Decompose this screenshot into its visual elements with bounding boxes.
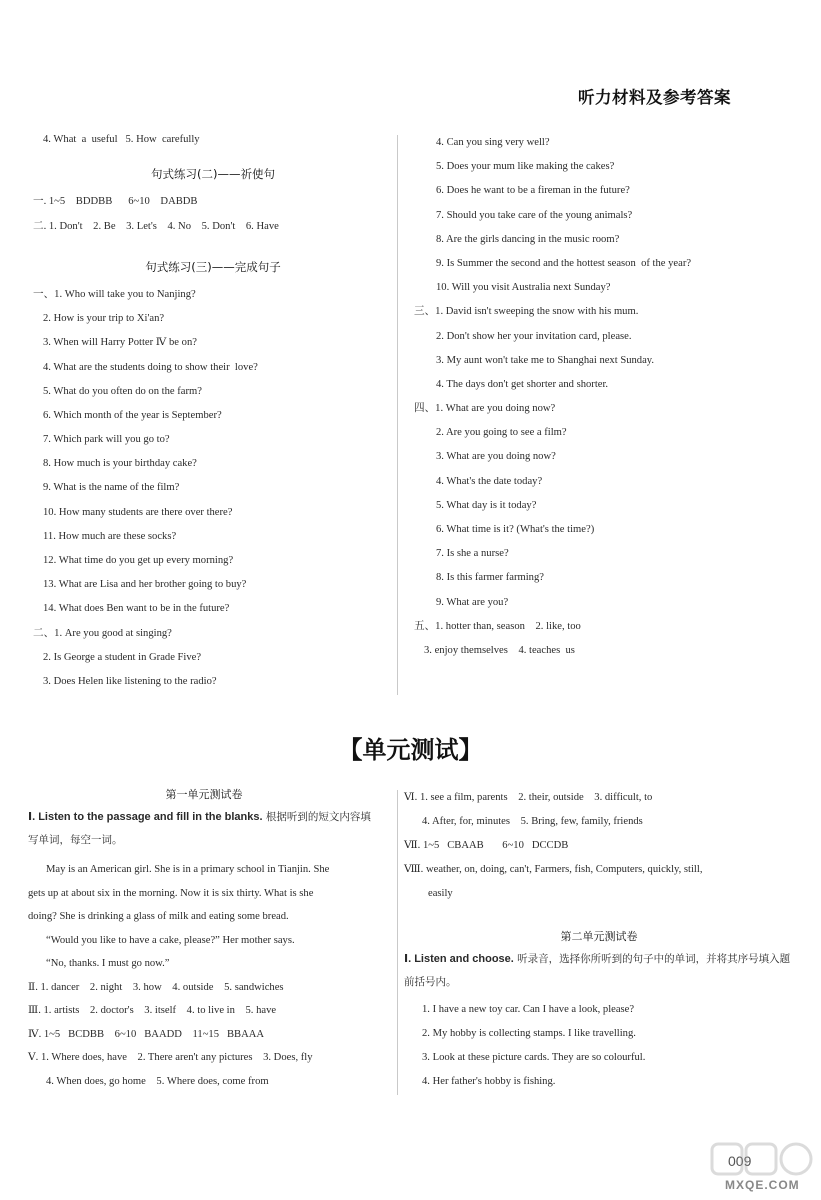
answer-line: 4. What are the students doing to show their love? [43, 361, 258, 373]
column-divider [397, 790, 398, 1095]
answer-line: 8. Are the girls dancing in the music room? [436, 233, 620, 245]
answer-line: 二、1. Are you good at singing? [33, 627, 172, 639]
answer-line: Ⅴ. 1. Where does, have 2. There aren't any pictures 3. Does, fly [28, 1052, 313, 1063]
passage-line: “No, thanks. I must go now.” [46, 958, 170, 969]
answer-line: 7. Which park will you go to? [43, 434, 170, 446]
answer-line: Ⅷ. weather, on, doing, can't, Farmers, fish, Computers, quickly, still, [404, 864, 703, 875]
answer-line: 4. What's the date today? [436, 475, 543, 487]
test-section-title: 第一单元测试卷 [165, 788, 243, 801]
answer-line: 3. enjoy themselves 4. teaches us [424, 644, 575, 656]
listening-passage [28, 858, 380, 976]
passage-line: “Would you like to have a cake, please?” Her mother says. [46, 934, 295, 946]
answer-line: 3. Look at these picture cards. They are so colourful. [422, 1052, 646, 1063]
right-column [414, 131, 794, 663]
left-column [33, 128, 393, 694]
answer-line: 2. My hobby is collecting stamps. I like travelling. [422, 1028, 636, 1039]
answer-line: 4. Her father's hobby is fishing. [422, 1076, 556, 1087]
question-instruction-text: 根据听到的短文内容填写单词，每空一词。 [28, 811, 371, 846]
answer-line: 7. Is she a nurse? [436, 548, 509, 560]
question-label: Ⅰ. Listen to the passage and fill in the blanks. [28, 811, 263, 823]
page-header-title: 听力材料及参考答案 [578, 88, 731, 107]
answer-line: 6. Which month of the year is September? [43, 409, 222, 421]
answer-line: 4. What a useful 5. How carefully [43, 134, 200, 145]
answer-line: 2. How is your trip to Xi'an? [43, 313, 165, 325]
answer-block [404, 998, 794, 1094]
passage-line: doing? She is drinking a glass of milk and eating some bread. [28, 911, 289, 922]
unit-test-right [404, 786, 794, 1094]
answer-line: 13. What are Lisa and her brother going to buy? [43, 579, 247, 591]
answer-line: easily [428, 888, 453, 899]
answer-line: 8. Is this farmer farming? [436, 572, 544, 584]
answer-line: 三、1. David isn't sweeping the snow with his mum. [414, 306, 639, 318]
answer-line: Ⅳ. 1~5 BCDBB 6~10 BAADD 11~15 BBAAA [28, 1028, 265, 1040]
answer-line: Ⅲ. 1. artists 2. doctor's 3. itself 4. to live in 5. have [28, 1005, 277, 1016]
answer-line: 6. Does he want to be a fireman in the future? [436, 185, 630, 197]
answer-line: 一、1. Who will take you to Nanjing? [33, 288, 196, 300]
answer-line: 3. Does Helen like listening to the radio? [43, 675, 217, 687]
question-instruction [28, 806, 380, 852]
answer-line: 四、1. What are you doing now? [414, 403, 556, 415]
answer-line: 1. I have a new toy car. Can I have a look, please? [422, 1004, 635, 1015]
unit-test-title: 【单元测试】 [338, 736, 483, 764]
answer-line: 2. Is George a student in Grade Five? [43, 651, 202, 663]
answer-line: 五、1. hotter than, season 2. like, too [414, 620, 581, 632]
answer-line: 2. Are you going to see a film? [436, 427, 567, 439]
passage-line: gets up at about six in the morning. Now it is six thirty. What is she [28, 887, 314, 899]
answer-line: 7. Should you take care of the young animals? [436, 209, 633, 221]
answer-line: 10. How many students are there over there? [43, 506, 233, 518]
answer-line: 11. How much are these socks? [43, 530, 177, 542]
column-divider [397, 135, 398, 695]
answer-block [28, 976, 380, 1094]
answer-line: 9. What are you? [436, 596, 509, 608]
answer-block [404, 786, 794, 906]
question-instruction [404, 948, 794, 994]
answer-line: 8. How much is your birthday cake? [43, 458, 197, 470]
answer-line: 4. Can you sing very well? [436, 137, 550, 148]
answer-line: Ⅶ. 1~5 CBAAB 6~10 DCCDB [404, 840, 569, 851]
question-instruction-text: 听录音，选择你所听到的句子中的单词，并将其序号填入题前括号内。 [404, 953, 791, 988]
answer-line: 9. Is Summer the second and the hottest season of the year? [436, 257, 692, 269]
answer-line: 9. What is the name of the film? [43, 482, 180, 494]
answer-line: 4. The days don't get shorter and shorter. [436, 378, 609, 390]
answer-line: 5. Does your mum like making the cakes? [436, 161, 615, 173]
answer-line: 4. After, for, minutes 5. Bring, few, family, friends [422, 816, 643, 827]
section-heading: 句式练习(三)——完成句子 [145, 259, 281, 274]
passage-line: May is an American girl. She is in a primary school in Tianjin. She [46, 864, 330, 875]
answer-line: 12. What time do you get up every morning? [43, 555, 234, 567]
answer-line: 5. What day is it today? [436, 499, 537, 511]
unit-test-left [28, 786, 380, 1093]
answer-line: 3. What are you doing now? [436, 451, 556, 463]
answer-line: 14. What does Ben want to be in the future? [43, 603, 230, 615]
answer-line: 10. Will you visit Australia next Sunday? [436, 282, 611, 294]
answer-line: Ⅵ. 1. see a film, parents 2. their, outside 3. difficult, to [404, 792, 653, 803]
test-section-title: 第二单元测试卷 [560, 930, 638, 943]
page-number: 009 [728, 1153, 752, 1169]
answer-line: Ⅱ. 1. dancer 2. night 3. how 4. outside 5. sandwiches [28, 981, 284, 993]
answer-line: 5. What do you often do on the farm? [43, 385, 202, 397]
answer-line: 6. What time is it? (What's the time?) [436, 524, 595, 535]
question-label: Ⅰ. Listen and choose. [404, 953, 514, 965]
watermark-text: MXQE.COM [725, 1178, 800, 1192]
answer-line: 二. 1. Don't 2. Be 3. Let's 4. No 5. Don't 6. Have [33, 220, 279, 232]
section-heading: 句式练习(二)——祈使句 [151, 167, 275, 182]
answer-line: 一. 1~5 BDDBB 6~10 DABDB [33, 196, 198, 208]
answer-line: 2. Don't show her your invitation card, please. [436, 330, 632, 342]
answer-line: 4. When does, go home 5. Where does, come from [46, 1075, 269, 1087]
answer-line: 3. My aunt won't take me to Shanghai next Sunday. [436, 354, 655, 366]
answer-line: 3. When will Harry Potter Ⅳ be on? [43, 337, 197, 349]
